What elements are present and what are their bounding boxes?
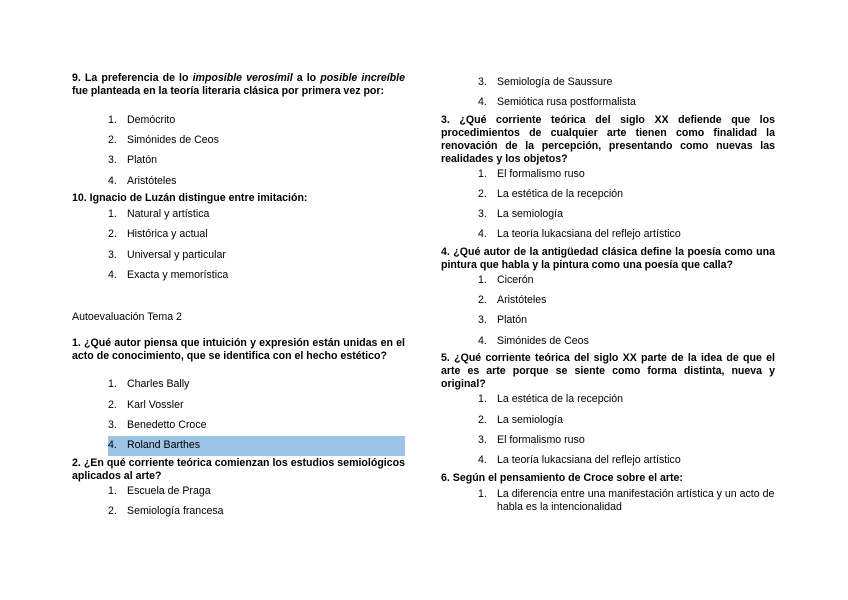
option-q4-3: 3. Platón: [478, 314, 528, 326]
option-q3-1: 1. El formalismo ruso: [478, 168, 585, 180]
option-q1-3: 3. Benedetto Croce: [108, 419, 207, 431]
question-9: 9. La preferencia de lo imposible verosímil a lo posible increíble fue planteada en la teoría literaria clásica por primera vez por:: [72, 72, 405, 97]
question-2: 2. ¿En qué corriente teórica comienzan los estudios semiológicos aplicados al arte?: [72, 457, 405, 482]
question-1: 1. ¿Qué autor piensa que intuición y expresión están unidas en el acto de conocimiento, que se identifica con el hecho estético?: [72, 337, 405, 362]
section-heading: Autoevaluación Tema 2: [72, 311, 182, 323]
question-4: 4. ¿Qué autor de la antigüedad clásica define la poesía como una pintura que habla y la pintura como una poesía que calla?: [441, 246, 775, 271]
option-q2-4: 4. Semiótica rusa postformalista: [478, 96, 636, 108]
option-q3-2: 2. La estética de la recepción: [478, 188, 624, 200]
option-q2-1: 1. Escuela de Praga: [108, 485, 211, 497]
option-q3-3: 3. La semiología: [478, 208, 563, 220]
option-q5-3: 3. El formalismo ruso: [478, 434, 585, 446]
option-q3-4: 4. La teoría lukacsiana del reflejo artístico: [478, 228, 681, 240]
option-q1-2: 2. Karl Vossler: [108, 399, 184, 411]
option-q5-4: 4. La teoría lukacsiana del reflejo artístico: [478, 454, 681, 466]
option-q4-4: 4. Simónides de Ceos: [478, 335, 589, 347]
question-3: 3. ¿Qué corriente teórica del siglo XX defiende que los procedimientos de cualquier arte tienen como finalidad la renovación de la percepción, presentando como nuevas las realidades y los objetos?: [441, 114, 775, 165]
option-q9-1: 1. Demócrito: [108, 114, 176, 126]
option-q2-2: 2. Semiología francesa: [108, 505, 224, 517]
option-q1-4-selected[interactable]: 4. Roland Barthes: [108, 436, 405, 456]
option-q1-1: 1. Charles Bally: [108, 378, 190, 390]
option-q10-3: 3. Universal y particular: [108, 249, 226, 261]
question-10: 10. Ignacio de Luzán distingue entre imitación:: [72, 192, 308, 204]
option-q10-4: 4. Exacta y memorística: [108, 269, 229, 281]
option-q9-2: 2. Simónides de Ceos: [108, 134, 219, 146]
option-q6-1: 1. La diferencia entre una manifestación artística y un acto de habla es la intencionalidad: [478, 488, 775, 513]
option-q4-1: 1. Cicerón: [478, 274, 534, 286]
option-q10-2: 2. Histórica y actual: [108, 228, 208, 240]
question-6: 6. Según el pensamiento de Croce sobre el arte:: [441, 472, 683, 484]
option-q9-4: 4. Aristóteles: [108, 175, 177, 187]
option-q5-2: 2. La semiología: [478, 414, 563, 426]
option-q2-3: 3. Semiología de Saussure: [478, 76, 613, 88]
question-5: 5. ¿Qué corriente teórica del siglo XX parte de la idea de que el arte es arte porque se siente como forma distinta, nueva y original?: [441, 352, 775, 390]
option-q5-1: 1. La estética de la recepción: [478, 393, 624, 405]
option-q10-1: 1. Natural y artística: [108, 208, 210, 220]
option-q9-3: 3. Platón: [108, 154, 158, 166]
option-q4-2: 2. Aristóteles: [478, 294, 547, 306]
